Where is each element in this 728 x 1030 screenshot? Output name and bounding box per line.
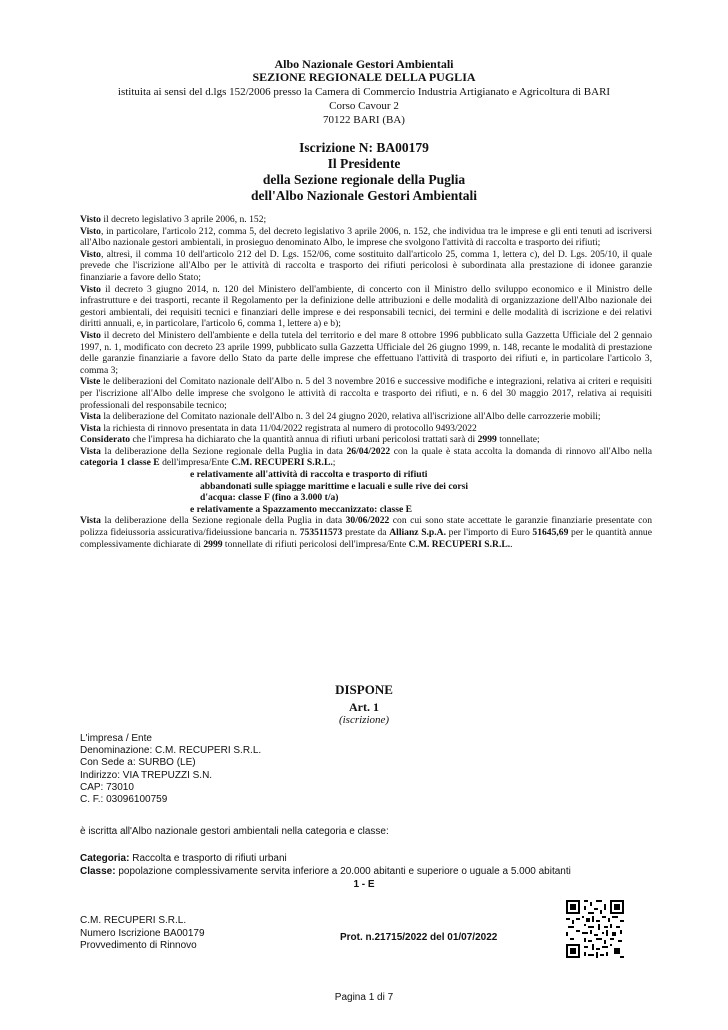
impresa-cap: CAP: 73010 <box>80 781 134 793</box>
footer-protocol: Prot. n.21715/2022 del 01/07/2022 <box>340 932 498 943</box>
premesse-block <box>80 214 652 550</box>
attivita-3: d'acqua: classe F (fino a 3.000 t/a) <box>200 492 339 504</box>
header-sezione: SEZIONE REGIONALE DELLA PUGLIA <box>252 70 476 84</box>
premessa-10: Vista la deliberazione della Sezione regionale della Puglia in data 26/04/2022 con la quale è stata accolta la domanda di rinnovo all'Albo nella categoria 1 classe E dell'impresa/Ente C.M. RECUPERI S.R.L.; <box>80 445 652 469</box>
impresa-indirizzo: Indirizzo: VIA TREPUZZI S.N. <box>80 769 213 781</box>
premessa-4: Visto il decreto 3 giugno 2014, n. 120 del Ministero dell'ambiente, di concerto con il Ministro dello sviluppo economico e il Ministro delle infrastrutture e dei trasporti, recante il Regolamento per la definizione delle attribuzioni e delle modalità di organizzazione dell'Albo nazionale dei gestori ambientali, dei requisiti tecnici e finanziari delle imprese e dei responsabili tecnici, dei termini e delle modalità di iscrizione e dei relativi diritti annuali, e, in particolare, l'articolo 6, comma 1, lettere a) e b); <box>80 283 652 330</box>
premessa-3: Visto, altresì, il comma 10 dell'articolo 212 del D. Lgs. 152/06, come sostituito dall'articolo 25, comma 1, lettera c), del D. Lgs. 205/10, il quale prevede che l'iscrizione all'Albo per le attività di raccolta e trasporto dei rifiuti pericolosi è subordinata alla prestazione di idonee garanzie finanziarie a favore dello Stato; <box>80 248 652 283</box>
attivita-4: e relativamente a Spazzamento meccanizzato: classe E <box>190 503 413 515</box>
header-istituita: istituita ai sensi del d.lgs 152/2006 presso la Camera di Commercio Industria Artigianato e Agricoltura di BARI <box>117 86 611 98</box>
premessa-7: Vista la deliberazione del Comitato nazionale dell'Albo n. 3 del 24 giugno 2020, relativa all'iscrizione all'Albo delle carrozzerie mobili; <box>80 411 601 423</box>
impresa-sede: Con Sede a: SURBO (LE) <box>80 757 196 769</box>
iscritta-statement: è iscritta all'Albo nazionale gestori ambientali nella categoria e classe: <box>80 826 389 837</box>
impresa-label: L'impresa / Ente <box>80 733 152 744</box>
premessa-1: Visto il decreto legislativo 3 aprile 2006, n. 152; <box>80 214 267 225</box>
impresa-denominazione: Denominazione: C.M. RECUPERI S.R.L. <box>80 745 262 757</box>
page-number: Pagina 1 di 7 <box>334 992 394 1003</box>
premessa-11: Vista la deliberazione della Sezione regionale della Puglia in data 30/06/2022 con cui sono state accettate le garanzie finanziarie presentate con polizza fideiussoria assicurativa/fideiussione bancaria n. 753511573 prestate da Allianz S.p.A. per l'importo di Euro 51645,69 per le quantità annue complessivamente dichiarate di 2999 tonnellate di rifiuti pericolosi dell'impresa/Ente C.M. RECUPERI S.R.L.. <box>80 515 653 550</box>
categoria-line: Categoria: Raccolta e trasporto di rifiuti urbani <box>80 853 287 864</box>
albo-title: dell'Albo Nazionale Gestori Ambientali <box>250 188 478 203</box>
footer-left <box>80 915 205 953</box>
categoria-block <box>80 853 650 878</box>
attivita-2: abbandonati sulle spiagge marittime e lacuali e sulle rive dei corsi <box>200 480 469 492</box>
qr-code-icon <box>566 900 624 958</box>
header-albo: Albo Nazionale Gestori Ambientali <box>274 57 454 71</box>
classe-line: Classe: popolazione complessivamente servita inferiore a 20.000 abitanti e superiore o uguale a 5.000 abitanti <box>80 865 571 877</box>
premessa-6: Viste le deliberazioni del Comitato nazionale dell'Albo n. 5 del 3 novembre 2016 e successive modifiche e integrazioni, relativa ai criteri e requisiti per l'iscrizione all'Albo delle imprese che svolgono le attività di raccolta e trasporto dei rifiuti, e n. 6 del 30 maggio 2017, relativa ai requisiti professionali del responsabile tecnico; <box>80 376 652 411</box>
premessa-9: Considerato che l'impresa ha dichiarato che la quantità annua di rifiuti urbani pericolosi trattati sarà di 2999 tonnellate; <box>80 434 540 446</box>
article-subtitle: (iscrizione) <box>338 714 390 726</box>
premessa-2: Visto, in particolare, l'articolo 212, comma 5, del decreto legislativo 3 aprile 2006, n. 152, che individua tra le imprese e gli enti tenuti ad iscriversi all'Albo nazionale gestori ambientali, in prosieguo denominato Albo, le imprese che svolgono l'attività di raccolta e trasporto dei rifiuti; <box>80 225 652 249</box>
attivita-1: e relativamente all'attività di raccolta e trasporto di rifiuti <box>190 469 428 481</box>
impresa-details <box>80 733 261 806</box>
sezione-title: della Sezione regionale della Puglia <box>262 172 466 187</box>
classe-code: 1 - E <box>353 879 375 890</box>
premessa-5: Visto il decreto del Ministero dell'ambiente e della tutela del territorio e del mare 8 ottobre 1996 pubblicato sulla Gazzetta Ufficiale del 2 gennaio 1997, n. 1, modificato con decreto 23 aprile 1999, pubblicato sulla Gazzetta Ufficiale del 26 giugno 1999, n. 148, recante le modalità di prestazione delle garanzie finanziarie a favore dello Stato da parte delle imprese che effettuano l'attività di trasporto dei rifiuti e, in particolare l'articolo 3, comma 3; <box>80 329 652 376</box>
premessa-8: Vista la richiesta di rinnovo presentata in data 11/04/2022 registrata al numero di protocollo 9493/2022 <box>80 422 477 434</box>
header-address: Corso Cavour 2 <box>329 100 399 112</box>
dispone-heading: DISPONE <box>335 682 393 697</box>
header-city: 70122 BARI (BA) <box>323 114 405 126</box>
iscrizione-number: Iscrizione N: BA00179 <box>299 140 429 155</box>
article-heading: Art. 1 <box>349 700 379 714</box>
footer-company: C.M. RECUPERI S.R.L. <box>80 915 187 926</box>
footer-numero: Numero Iscrizione BA00179 <box>80 927 205 939</box>
impresa-cf: C. F.: 03096100759 <box>80 794 168 806</box>
presidente-title: Il Presidente <box>327 156 401 171</box>
footer-provvedimento: Provvedimento di Rinnovo <box>80 940 197 951</box>
